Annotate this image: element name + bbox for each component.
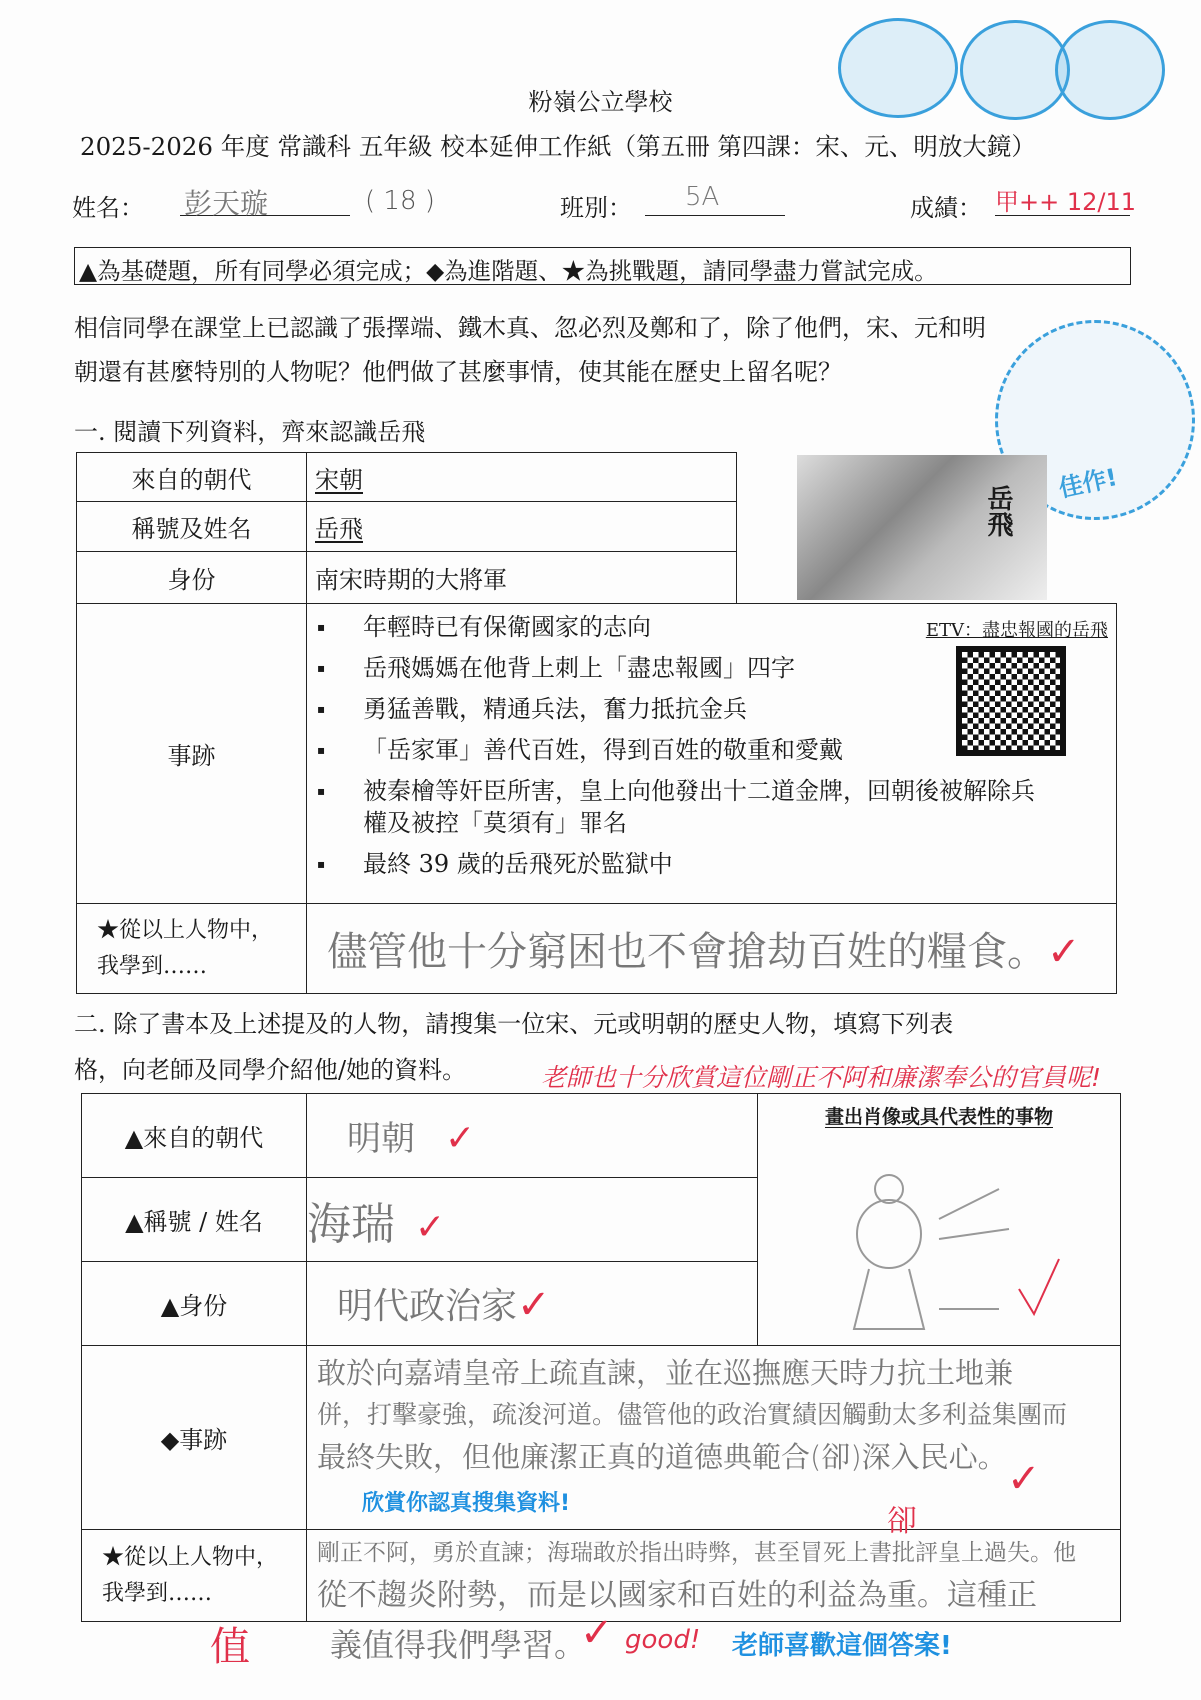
check-mark: ✓ <box>415 1206 446 1248</box>
learned-answer-2[interactable]: 剛正不阿，勇於直諫；海瑞敢於指出時弊，甚至冒死上書批評皇上過失。他 從不趨炎附勢，而是以國家和百姓的利益為重。這種正 <box>307 1530 1121 1622</box>
deeds-answer[interactable]: 敢於向嘉靖皇帝上疏直諫，並在巡撫應天時力抗土地兼 併，打擊豪強，疏浚河道。儘管他的政治實績因觸動太多利益集團而 最終失敗，但他廉潔正真的道德典範合(卻)深入民心。 欣賞你認真搜集資料! 卻 ✓ <box>307 1346 1121 1530</box>
portrait-sketch <box>759 1139 1119 1339</box>
yue-fei-table <box>76 452 1117 994</box>
check-mark: ✓ <box>580 1610 614 1656</box>
instructions-box: ▲為基礎題，所有同學必須完成；◆為進階題、★為挑戰題，請同學盡力嘗試完成。 <box>74 247 1131 285</box>
deeds-label-2: ◆事跡 <box>82 1346 307 1530</box>
identity-value: 南宋時期的大將軍 <box>307 552 737 604</box>
learned-answer-continued: 義值得我們學習。 <box>330 1626 587 1664</box>
check-mark: ✓ <box>1047 929 1081 975</box>
deeds-cell <box>307 604 1117 904</box>
deed-item: ▪ 被秦檜等奸臣所害，皇上向他發出十二道金牌，回朝後被解除兵權及被控「莫須有」罪名 <box>307 775 1047 839</box>
deed-item: ▪ 勇猛善戰，精通兵法，奮力抵抗金兵 <box>307 693 1047 725</box>
class-field[interactable]: 5A <box>645 182 785 216</box>
teacher-praise: 老師喜歡這個答案! <box>732 1631 952 1661</box>
identity-answer[interactable]: 明代政治家✓ <box>307 1262 758 1346</box>
learned-answer[interactable]: 儘管他十分窮困也不會搶劫百姓的糧食。✓ <box>307 904 1117 994</box>
portrait-cell <box>737 453 1117 604</box>
class-number: ( 18 ) <box>365 186 435 216</box>
great-work-label: 佳作! <box>1056 463 1120 503</box>
name-label: 姓名： <box>72 194 144 222</box>
deed-item: ▪ 最終 39 歲的岳飛死於監獄中 <box>307 848 1047 880</box>
yue-fei-portrait: 岳飛 <box>797 455 1047 600</box>
learned-label: ★從以上人物中，我學到…… <box>77 904 307 994</box>
name-field[interactable]: 彭天璇 <box>180 182 350 216</box>
dynasty-label-2: ▲來自的朝代 <box>82 1094 307 1178</box>
dynasty-answer[interactable]: 明朝 ✓ <box>307 1094 758 1178</box>
check-mark: ✓ <box>517 1282 551 1328</box>
check-mark: ✓ <box>1007 1456 1041 1502</box>
section2-heading-1: 二. 除了書本及上述提及的人物，請搜集一位宋、元或明朝的歷史人物，填寫下列表 <box>74 1010 954 1038</box>
qr-code[interactable] <box>956 646 1066 756</box>
praise-comment: 欣賞你認真搜集資料! <box>362 1491 571 1516</box>
etv-link[interactable]: ETV：盡忠報國的岳飛 <box>925 620 1108 641</box>
dynasty-label: 來自的朝代 <box>77 453 307 502</box>
hai-rui-table <box>81 1093 1121 1622</box>
deeds-label: 事跡 <box>77 604 307 904</box>
intro-line-1: 相信同學在課堂上已認識了張擇端、鐵木真、忽必烈及鄭和了，除了他們，宋、元和明 <box>74 314 986 342</box>
teacher-comment: 老師也十分欣賞這位剛正不阿和廉潔奉公的官員呢! <box>541 1063 1102 1092</box>
check-mark: ✓ <box>445 1118 476 1159</box>
title-name-answer[interactable]: 海瑞 ✓ <box>307 1178 758 1262</box>
grade-field[interactable]: 甲++ 12/11 <box>995 182 1130 216</box>
deed-item: ▪ 「岳家軍」善代百姓，得到百姓的敬重和愛戴 <box>307 734 1047 766</box>
deed-item: ▪ 年輕時已有保衛國家的志向 <box>307 611 1047 643</box>
identity-label: 身份 <box>77 552 307 604</box>
class-label: 班別： <box>560 194 632 222</box>
correction-note: 卻 <box>887 1504 917 1539</box>
dynasty-value: 宋朝 <box>307 453 737 502</box>
good-comment: good! <box>625 1625 701 1655</box>
worksheet-title: 2025-2026 年度 常識科 五年級 校本延伸工作紙（第五冊 第四課：宋、元、明放大鏡） <box>80 132 1036 161</box>
section2-heading-2: 格，向老師及同學介紹他/她的資料。 <box>74 1056 467 1084</box>
drawing-area[interactable]: 畫出肖像或具代表性的事物 <box>758 1094 1121 1346</box>
title-name-value: 岳飛 <box>307 502 737 552</box>
deeds-list <box>307 611 1047 880</box>
grade-label: 成績： <box>910 194 982 222</box>
correction-note-2: 值 <box>210 1624 250 1670</box>
title-name-label-2: ▲稱號 / 姓名 <box>82 1178 307 1262</box>
intro-line-2: 朝還有甚麼特別的人物呢？他們做了甚麼事情，使其能在歷史上留名呢？ <box>74 358 842 386</box>
title-name-label: 稱號及姓名 <box>77 502 307 552</box>
learned-label-2: ★從以上人物中，我學到…… <box>82 1530 307 1622</box>
identity-label-2: ▲身份 <box>82 1262 307 1346</box>
deed-item: ▪ 岳飛媽媽在他背上刺上「盡忠報國」四字 <box>307 652 1047 684</box>
section1-heading: 一. 閱讀下列資料，齊來認識岳飛 <box>74 418 426 446</box>
school-name: 粉嶺公立學校 <box>528 88 673 116</box>
